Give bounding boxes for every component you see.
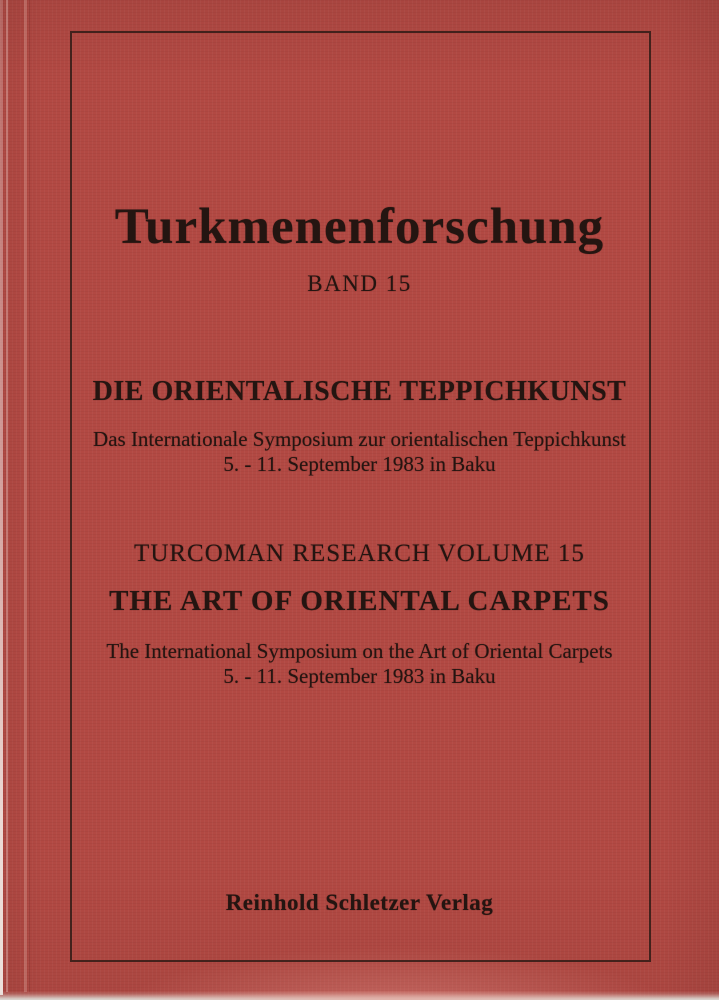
- german-subtitle-line1: Das Internationale Symposium zur orientalischen Teppichkunst: [93, 427, 626, 451]
- book-title: Turkmenenforschung: [114, 199, 605, 255]
- publisher-name: Reinhold Schletzer Verlag: [225, 890, 494, 915]
- german-subtitle: [0, 427, 719, 477]
- cover-border-frame: [70, 31, 651, 962]
- english-heading: THE ART OF ORIENTAL CARPETS: [109, 585, 610, 617]
- german-subtitle-line2: 5. - 11. September 1983 in Baku: [223, 452, 496, 476]
- spine-crease: [29, 0, 30, 992]
- english-series-label: TURCOMAN RESEARCH VOLUME 15: [134, 540, 585, 567]
- cover-left-edge-highlight: [0, 0, 3, 995]
- english-subtitle: [0, 639, 719, 689]
- english-subtitle-line1: The International Symposium on the Art of Oriental Carpets: [106, 639, 613, 663]
- series-band-label: BAND 15: [307, 271, 412, 296]
- english-subtitle-line2: 5. - 11. September 1983 in Baku: [223, 664, 496, 688]
- spine-crease: [24, 0, 27, 992]
- german-heading: DIE ORIENTALISCHE TEPPICHKUNST: [92, 376, 627, 407]
- cover-bottom-edge: [0, 991, 719, 1000]
- spine-crease: [6, 0, 8, 992]
